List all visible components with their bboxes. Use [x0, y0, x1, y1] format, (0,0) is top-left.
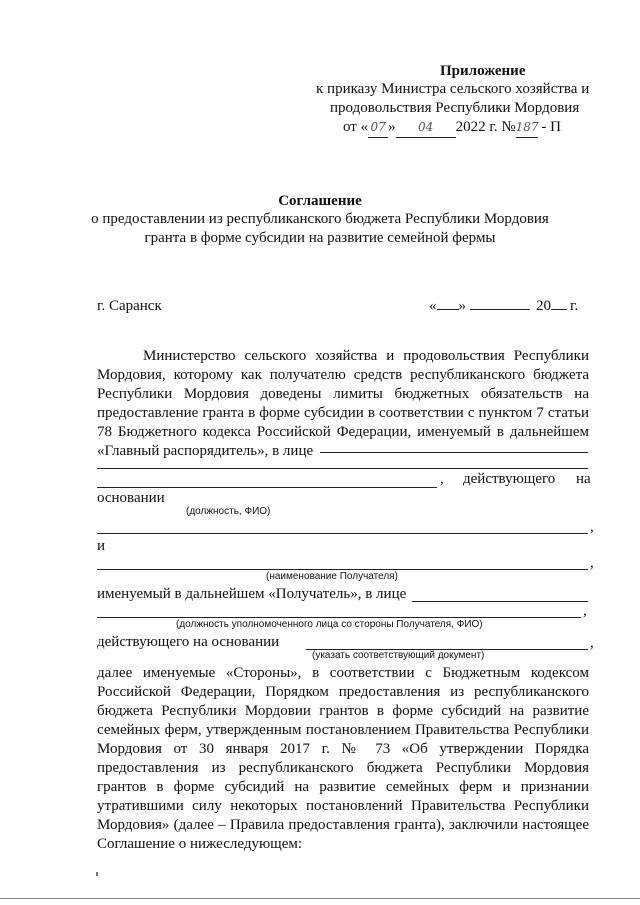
acting-label: действующего	[463, 471, 556, 487]
agreement-subtitle-2: гранта в форме субсидии на развитие семейной фермы	[144, 230, 496, 246]
caption-position: (должность, ФИО)	[186, 506, 271, 517]
blank-representative-2	[97, 468, 588, 469]
order-line-3	[343, 118, 561, 138]
caption-document: (указать соответствующий документ)	[312, 650, 485, 661]
date-field	[429, 297, 578, 316]
and-label: и	[97, 538, 106, 554]
city: г. Саранск	[97, 298, 162, 314]
order-line-1: к приказу Министра сельского хозяйства и	[316, 81, 590, 97]
acting-basis-label: действующего на основании	[97, 634, 280, 650]
blank-basis	[97, 533, 588, 534]
named-recipient-label: именуемый в дальнейшем «Получатель», в лице	[97, 586, 407, 602]
comma-5: ,	[590, 635, 594, 651]
order-month-handwritten: 04	[396, 118, 456, 138]
blank-recipient	[97, 569, 588, 570]
date-day-blank	[437, 309, 459, 310]
order-year: 2022 г. №	[455, 119, 516, 135]
agreement-title: Соглашение	[278, 193, 362, 209]
basis-label: основании	[97, 490, 165, 506]
order-day-handwritten: 07	[368, 118, 388, 138]
blank-recipient-rep-1	[412, 601, 588, 602]
date-close-quote: »	[458, 298, 466, 314]
caption-authorized: (должность уполномоченного лица со стороны Получателя, ФИО)	[176, 619, 483, 630]
blank-representative-1	[320, 452, 588, 453]
date-year-suffix: г.	[570, 298, 579, 314]
date-open-quote: «	[429, 298, 437, 314]
order-suffix: - П	[541, 119, 561, 135]
final-paragraph: далее именуемые «Стороны», в соответствии с Бюджетным кодексом Российской Федерации, Порядком предоставления из республиканского бюджета Республики Мордовии грантов в форме субсидий на развитие семейных ферм, утвержденным постановлением Правительства Республики Мордовия от 30 января 2017 г. № 73 «Об утверждении Порядка предоставления из республиканского бюджета Республики Мордовия грантов в форме субсидий на развитие семейных ферм и признании утратившими силу некоторых постановлений Правительства Республики Мордовия» (далее – Правила предоставления гранта), заключили настоящее Соглашение о нижеследующем:	[97, 665, 589, 852]
scan-edge-line	[0, 898, 640, 899]
comma-2: ,	[590, 519, 594, 535]
date-year-blank	[551, 309, 567, 310]
comma-4: ,	[583, 603, 587, 619]
date-month-blank	[470, 309, 530, 310]
scan-speck	[96, 872, 98, 876]
comma-1: ,	[440, 471, 444, 487]
blank-recipient-rep-2	[97, 617, 581, 618]
agreement-subtitle-1: о предоставлении из республиканского бюджета Республики Мордовия	[91, 211, 549, 227]
on-label: на	[576, 471, 591, 487]
appendix-title: Приложение	[440, 63, 526, 79]
order-line-2: продовольствия Республики Мордовия	[330, 100, 580, 116]
caption-recipient: (наименование Получателя)	[266, 571, 398, 582]
blank-representative-3	[97, 487, 437, 488]
date-year-prefix: 20	[536, 298, 551, 314]
order-quote-close: »	[388, 119, 396, 135]
intro-paragraph: Министерство сельского хозяйства и продовольствия Республики Мордовия, которому как получателю средств республиканского бюджета Республики Мордовия доведены лимиты бюджетных обязательств на предоставление гранта в форме субсидии в соответствии с пунктом 7 статьи 78 Бюджетного кодекса Российской Федерации, именуемый в дальнейшем «Главный распорядитель», в лице	[97, 348, 589, 459]
order-from: от «	[343, 119, 369, 135]
comma-3: ,	[590, 555, 594, 571]
order-number-handwritten: 187	[516, 118, 538, 138]
